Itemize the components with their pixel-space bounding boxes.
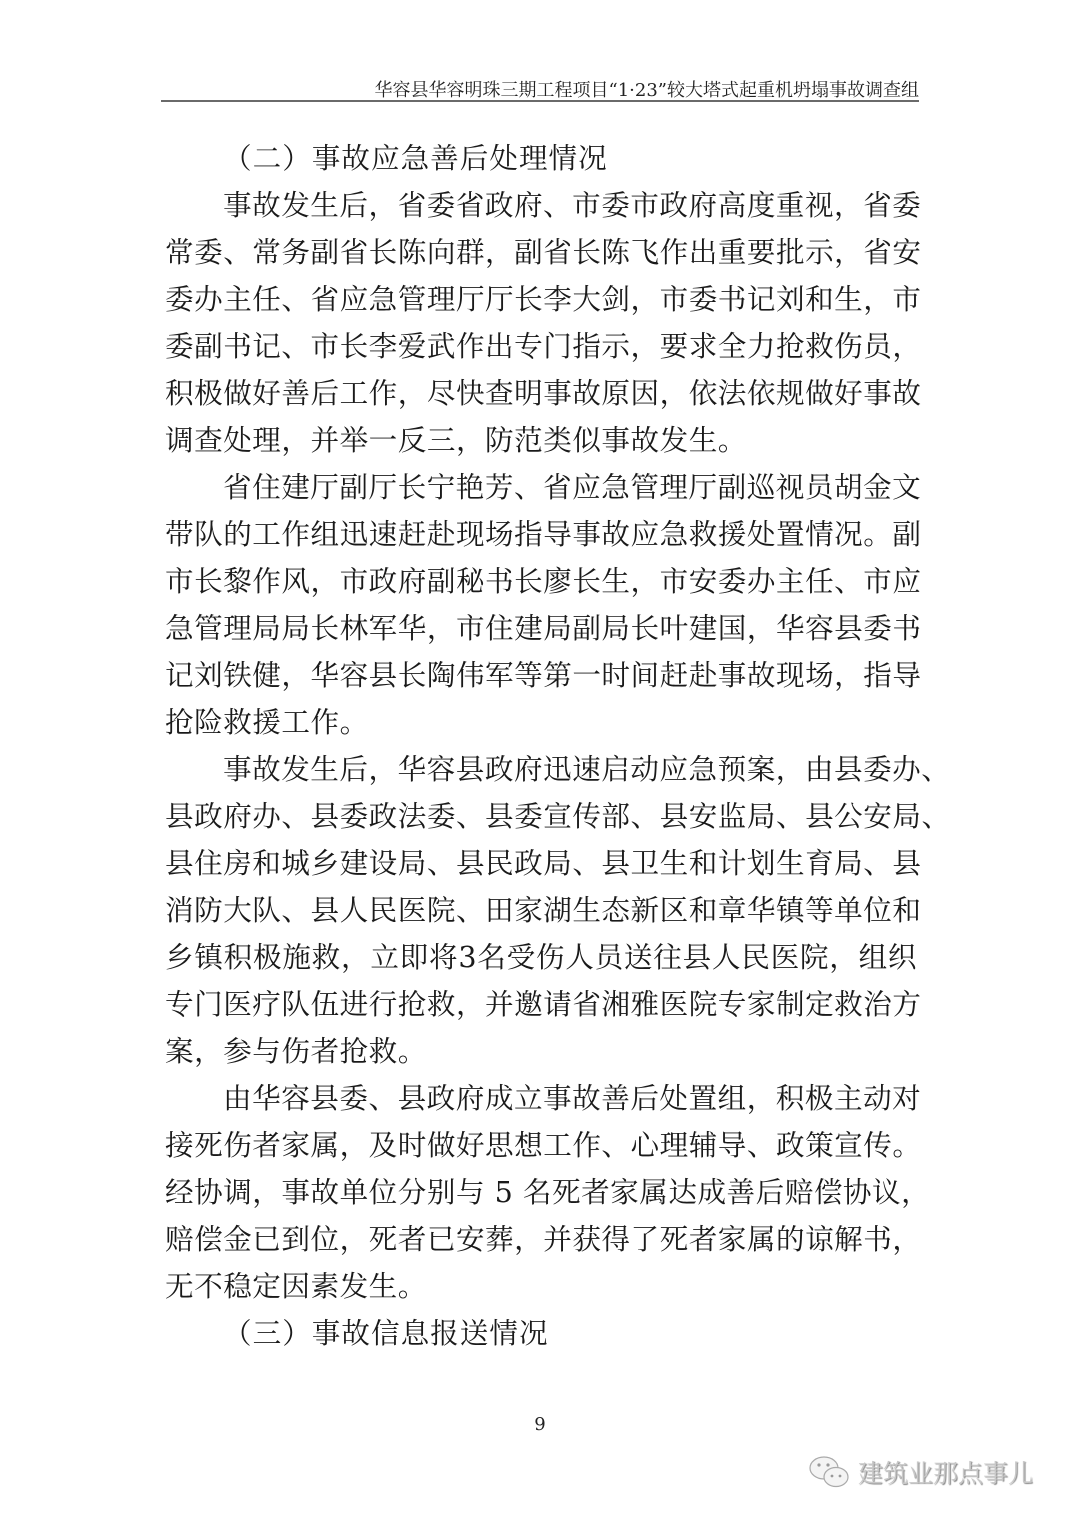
section-heading: （二）事故应急善后处理情况	[223, 141, 608, 175]
wechat-icon	[808, 1455, 852, 1489]
text-line: 省住建厅副厅长宁艳芳、省应急管理厅副巡视员胡金文	[223, 470, 922, 504]
text-line: 经协调，事故单位分别与 5 名死者家属达成善后赔偿协议，	[165, 1175, 931, 1209]
text-line: 委办主任、省应急管理厅厅长李大剑，市委书记刘和生，市	[165, 282, 922, 316]
text-line: 委副书记、市长李爱武作出专门指示，要求全力抢救伤员，	[165, 329, 922, 363]
watermark-text: 建筑业那点事儿	[858, 1459, 1034, 1488]
text-line: 市长黎作风，市政府副秘书长廖长生，市安委办主任、市应	[165, 564, 922, 598]
text-line: 无不稳定因素发生。	[165, 1269, 427, 1303]
paragraph	[165, 1075, 931, 1310]
page-header	[161, 72, 919, 102]
text-line: 县政府办、县委政法委、县委宣传部、县安监局、县公安局、	[165, 799, 951, 833]
text-line: 记刘铁健，华容县长陶伟军等第一时间赶赴事故现场，指导	[165, 658, 922, 692]
text-line: 由华容县委、县政府成立事故善后处置组，积极主动对	[223, 1081, 922, 1115]
section-heading: （三）事故信息报送情况	[223, 1316, 549, 1350]
document-body	[165, 135, 951, 1357]
text-line: 县住房和城乡建设局、县民政局、县卫生和计划生育局、县	[165, 846, 922, 880]
text-line: 积极做好善后工作，尽快查明事故原因，依法依规做好事故	[165, 376, 922, 410]
page-number: 9	[534, 1414, 546, 1435]
text-line: 带队的工作组迅速赶赴现场指导事故应急救援处置情况。副	[165, 517, 922, 551]
text-line: 乡镇积极施救，立即将3名受伤人员送往县人民医院，组织	[165, 940, 917, 974]
text-line: 抢险救援工作。	[165, 705, 369, 739]
watermark	[808, 1452, 1033, 1492]
paragraph	[165, 182, 922, 464]
text-line: 调查处理，并举一反三，防范类似事故发生。	[165, 423, 747, 457]
text-line: 急管理局局长林军华，市住建局副局长叶建国，华容县委书	[165, 611, 922, 645]
text-line: 专门医疗队伍进行抢救，并邀请省湘雅医院专家制定救治方	[165, 987, 922, 1021]
text-line: 案，参与伤者抢救。	[165, 1034, 427, 1068]
text-line: 事故发生后，省委省政府、市委市政府高度重视，省委	[223, 188, 922, 222]
paragraph	[165, 746, 951, 1075]
text-line: 赔偿金已到位，死者已安葬，并获得了死者家属的谅解书，	[165, 1222, 922, 1256]
text-line: 事故发生后，华容县政府迅速启动应急预案，由县委办、	[223, 752, 951, 786]
paragraph	[165, 464, 922, 746]
text-line: 消防大队、县人民医院、田家湖生态新区和章华镇等单位和	[165, 893, 922, 927]
header-title: 华容县华容明珠三期工程项目“1·23”较大塔式起重机坍塌事故调查组	[374, 80, 919, 101]
text-line: 接死伤者家属，及时做好思想工作、心理辅导、政策宣传。	[165, 1128, 922, 1162]
text-line: 常委、常务副省长陈向群，副省长陈飞作出重要批示，省安	[165, 235, 922, 269]
